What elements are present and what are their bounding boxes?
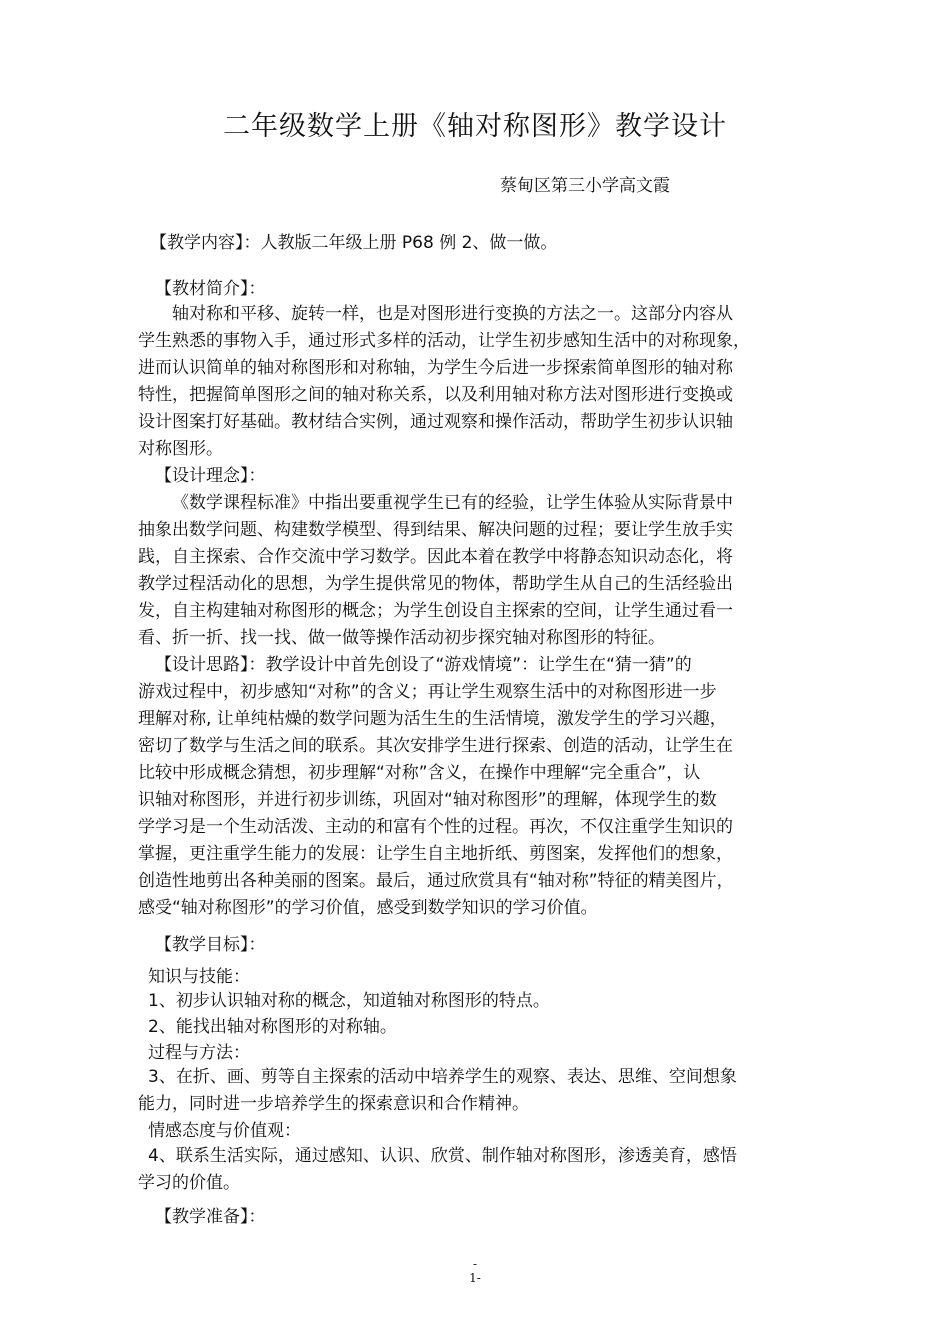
paragraph-line: 抽象出数学问题、构建数学模型、得到结果、解决问题的过程；要让学生放手实 [138, 520, 733, 540]
paragraph-line: 掌握，更注重学生能力的发展：让学生自主地折纸、剪图案，发挥他们的想象， [138, 844, 733, 864]
page-number: 1- [469, 1271, 481, 1285]
objective-subheading: 情感态度与价值观： [148, 1121, 301, 1141]
section-heading-intro: 【教材简介】： [155, 279, 266, 299]
paragraph-line: 教学过程活动化的思想，为学生提供常见的物体，帮助学生从自己的生活经验出 [138, 574, 733, 594]
objective-item: 3、在折、画、剪等自主探索的活动中培养学生的观察、表达、思维、空间想象 [148, 1067, 737, 1087]
objective-subheading: 过程与方法： [148, 1043, 250, 1063]
paragraph-line: 密切了数学与生活之间的联系。其次安排学生进行探索、创造的活动，让学生在 [138, 736, 733, 756]
objective-subheading: 知识与技能： [148, 967, 250, 987]
paragraph-line: 《数学课程标准》中指出要重视学生已有的经验，让学生体验从实际背景中 [172, 493, 733, 513]
paragraph-line: 比较中形成概念猜想，初步理解“对称”含义，在操作中理解“完全重合”，认 [138, 763, 701, 783]
paragraph-line: 游戏过程中，初步感知“对称”的含义；再让学生观察生活中的对称图形进一步 [138, 682, 717, 702]
objective-item-continued: 学习的价值。 [138, 1173, 240, 1193]
section-heading-concept: 【设计理念】： [155, 466, 266, 486]
document-title: 二年级数学上册《轴对称图形》教学设计 [223, 111, 727, 142]
section-content: 【教学内容】：人教版二年级上册 P68 例 2、做一做。 [150, 233, 558, 253]
paragraph-line: 创造性地剪出各种美丽的图案。最后，通过欣赏具有“轴对称”特征的精美图片， [138, 871, 734, 891]
objective-item: 4、联系生活实际，通过感知、认识、欣赏、制作轴对称图形，渗透美育，感悟 [148, 1146, 737, 1166]
paragraph-line: 特性，把握简单图形之间的轴对称关系，以及利用轴对称方法对图形进行变换或 [138, 385, 733, 405]
objective-item: 1、初步认识轴对称的概念，知道轴对称图形的特点。 [148, 991, 550, 1011]
author-line: 蔡甸区第三小学高文霞 [500, 176, 670, 196]
paragraph-line: 设计图案打好基础。教材结合实例，通过观察和操作活动，帮助学生初步认识轴 [138, 412, 733, 432]
footer-dash: - [472, 1257, 478, 1271]
objective-item: 2、能找出轴对称图形的对称轴。 [148, 1017, 397, 1037]
paragraph-line: 进而认识简单的轴对称图形和对称轴，为学生今后进一步探索简单图形的轴对称 [138, 358, 733, 378]
paragraph-line: 识轴对称图形，并进行初步训练，巩固对“轴对称图形”的理解，体现学生的数 [138, 790, 717, 810]
objective-item-continued: 能力，同时进一步培养学生的探索意识和合作精神。 [138, 1094, 529, 1114]
section-heading-preparation: 【教学准备】： [155, 1207, 266, 1227]
paragraph-line: 理解对称, 让单纯枯燥的数学问题为活生生的生活情境，激发学生的学习兴趣， [138, 709, 727, 729]
paragraph-line: 学学习是一个生动活泼、主动的和富有个性的过程。再次，不仅注重学生知识的 [138, 817, 733, 837]
paragraph-line: 学生熟悉的事物入手，通过形式多样的活动，让学生初步感知生活中的对称现象， [138, 331, 750, 351]
paragraph-line: 看、折一折、找一找、做一做等操作活动初步探究轴对称图形的特征。 [138, 628, 665, 648]
paragraph-line: 发，自主构建轴对称图形的概念；为学生创设自主探索的空间，让学生通过看一 [138, 601, 733, 621]
paragraph-line: 感受“轴对称图形”的学习价值，感受到数学知识的学习价值。 [138, 898, 598, 918]
section-heading-approach: 【设计思路】：教学设计中首先创设了“游戏情境”：让学生在“猜一猜”的 [155, 655, 692, 675]
section-heading-objectives: 【教学目标】： [155, 935, 266, 955]
paragraph-line: 践，自主探索、合作交流中学习数学。因此本着在教学中将静态知识动态化，将 [138, 547, 733, 567]
paragraph-line: 轴对称和平移、旋转一样，也是对图形进行变换的方法之一。这部分内容从 [172, 304, 733, 324]
paragraph-line: 对称图形。 [138, 439, 223, 459]
